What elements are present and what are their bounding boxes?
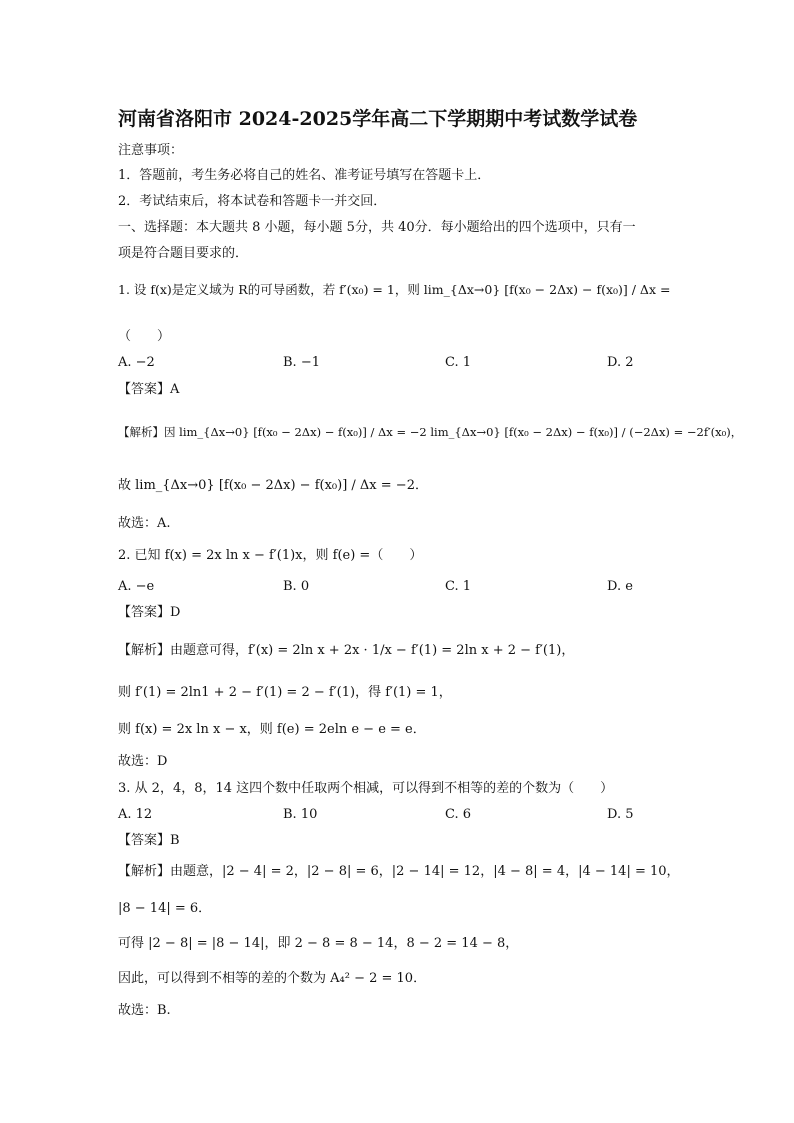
q3-option-a: A. 12 [118, 807, 153, 822]
q3-analysis-3: 可得 |2 − 8| = |8 − 14|，即 2 − 8 = 8 − 14，8 − 2 = 14 − 8， [118, 936, 519, 951]
q2-option-a: A. −e [118, 579, 155, 594]
q1-option-d: D. 2 [607, 355, 634, 370]
notice-item-2: 2．考试结束后，将本试卷和答题卡一并交回． [118, 194, 387, 209]
q2-analysis-1: 【解析】由题意可得，f′(x) = 2ln x + 2x · 1/x − f′(1) = 2ln x + 2 − f′(1)， [118, 643, 575, 658]
q2-stem: 2. 已知 f(x) = 2x ln x − f′(1)x，则 f(e) =（ ） [118, 548, 423, 563]
section-line-2: 项是符合题目要求的． [118, 246, 249, 261]
notice-heading: 注意事项： [118, 143, 184, 158]
q2-option-d: D. e [607, 579, 633, 594]
q3-analysis-2: |8 − 14| = 6． [118, 901, 212, 916]
q1-option-b: B. −1 [283, 355, 320, 370]
q1-choice: 故选：A. [118, 516, 171, 531]
exam-title: 河南省洛阳市 2024-2025学年高二下学期期中考试数学试卷 [118, 108, 638, 130]
q3-option-b: B. 10 [283, 807, 318, 822]
q3-stem: 3. 从 2，4，8，14 这四个数中任取两个相减，可以得到不相等的差的个数为（ ） [118, 781, 614, 796]
q1-answer: 【答案】A [118, 382, 180, 397]
q1-paren: （ ） [118, 329, 171, 344]
q2-analysis-2: 则 f′(1) = 2ln1 + 2 − f′(1) = 2 − f′(1)，得 f′(1) = 1， [118, 685, 452, 700]
q3-answer: 【答案】B [118, 833, 180, 848]
section-line-1: 一、选择题：本大题共 8 小题，每小题 5分，共 40分．每小题给出的四个选项中，只有一 [118, 220, 636, 235]
notice-item-1: 1．答题前，考生务必将自己的姓名、准考证号填写在答题卡上． [118, 168, 491, 183]
q2-answer: 【答案】D [118, 605, 181, 620]
q1-option-c: C. 1 [445, 355, 472, 370]
q1-option-a: A. −2 [118, 355, 155, 370]
q3-analysis-4: 因此，可以得到不相等的差的个数为 A₄² − 2 = 10． [118, 971, 427, 986]
q1-analysis-2: 故 lim_{Δx→0} [f(x₀ − 2Δx) − f(x₀)] / Δx = −2． [118, 478, 428, 493]
q3-choice: 故选：B. [118, 1003, 171, 1018]
q3-option-c: C. 6 [445, 807, 472, 822]
q3-option-d: D. 5 [607, 807, 634, 822]
q2-analysis-3: 则 f(x) = 2x ln x − x，则 f(e) = 2eln e − e = e． [118, 722, 426, 737]
q2-option-c: C. 1 [445, 579, 472, 594]
q1-stem: 1. 设 f(x)是定义域为 R的可导函数，若 f′(x₀) = 1，则 lim_{Δx→0} [f(x₀ − 2Δx) − f(x₀)] / Δx = [118, 282, 671, 297]
q2-choice: 故选：D [118, 754, 168, 769]
q3-analysis-1: 【解析】由题意，|2 − 4| = 2，|2 − 8| = 6，|2 − 14| = 12，|4 − 8| = 4，|4 − 14| = 10， [118, 864, 680, 879]
q2-option-b: B. 0 [283, 579, 310, 594]
q1-analysis-1: 【解析】因 lim_{Δx→0} [f(x₀ − 2Δx) − f(x₀)] / Δx = −2 lim_{Δx→0} [f(x₀ − 2Δx) − f(x₀)] / (−2Δx) = −2f′(x₀)， [118, 425, 743, 439]
